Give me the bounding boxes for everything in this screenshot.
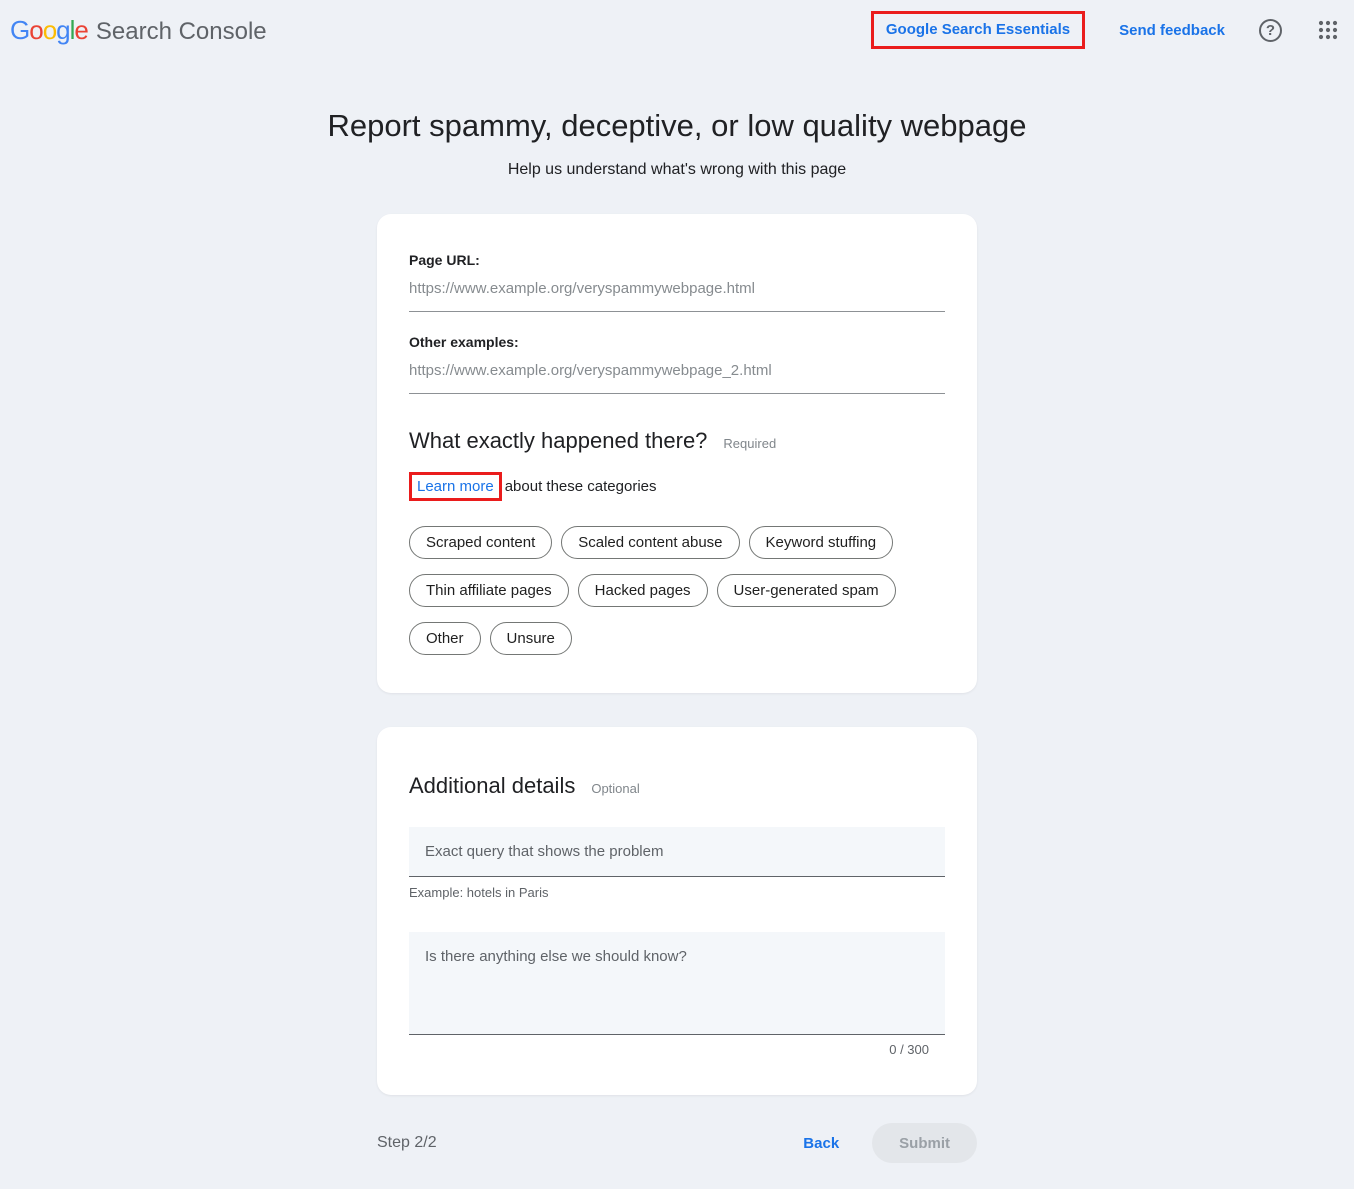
optional-note: Optional: [591, 781, 640, 796]
details-heading: Additional details: [409, 773, 576, 798]
other-examples-field-group: [409, 334, 945, 394]
learn-more-link[interactable]: Learn more: [417, 478, 494, 495]
chip-user-generated-spam[interactable]: User-generated spam: [717, 574, 896, 607]
logo-letter: l: [69, 14, 75, 45]
chip-keyword-stuffing[interactable]: Keyword stuffing: [749, 526, 894, 559]
help-icon[interactable]: ?: [1259, 19, 1282, 42]
search-console-logo[interactable]: [10, 15, 267, 46]
chip-scraped-content[interactable]: Scraped content: [409, 526, 552, 559]
page-title: Report spammy, deceptive, or low quality webpage: [327, 108, 1027, 143]
query-helper-text: Example: hotels in Paris: [409, 885, 549, 900]
logo-letter: o: [42, 14, 57, 45]
apps-grid-icon[interactable]: [1316, 18, 1340, 42]
page-url-label: Page URL:: [409, 252, 480, 268]
product-name: Search Console: [95, 17, 267, 45]
google-logo: [10, 15, 88, 46]
chip-other[interactable]: Other: [409, 622, 481, 655]
logo-letter: G: [10, 14, 30, 45]
page-url-input[interactable]: [409, 276, 945, 312]
other-examples-input[interactable]: [409, 358, 945, 394]
google-search-essentials-link[interactable]: Google Search Essentials: [885, 21, 1071, 38]
report-card: [377, 214, 977, 693]
question-heading: What exactly happened there?: [409, 428, 708, 453]
learn-more-line: [409, 472, 945, 501]
additional-details-card: [377, 727, 977, 1095]
character-counter: 0 / 300: [889, 1042, 929, 1057]
back-button[interactable]: Back: [803, 1134, 840, 1152]
details-heading-row: [409, 773, 945, 799]
logo-letter: e: [74, 14, 88, 45]
header-actions: [871, 11, 1340, 49]
chip-scaled-content-abuse[interactable]: Scaled content abuse: [561, 526, 739, 559]
app-header: [0, 0, 1354, 60]
chip-thin-affiliate-pages[interactable]: Thin affiliate pages: [409, 574, 569, 607]
annotation-rectangle: [871, 11, 1085, 49]
chip-unsure[interactable]: Unsure: [490, 622, 572, 655]
page-subtitle: Help us understand what's wrong with this page: [507, 161, 847, 178]
question-heading-row: [409, 428, 945, 454]
category-chips: [409, 526, 945, 655]
page-hero: [0, 108, 1354, 179]
wizard-footer: [377, 1123, 977, 1163]
submit-button[interactable]: Submit: [872, 1123, 977, 1163]
other-examples-label: Other examples:: [409, 334, 519, 350]
anything-else-textarea[interactable]: [409, 932, 945, 1035]
chip-hacked-pages[interactable]: Hacked pages: [578, 574, 708, 607]
logo-letter: o: [29, 14, 43, 45]
learn-more-suffix: about these categories: [504, 478, 657, 495]
exact-query-input[interactable]: [409, 827, 945, 877]
page-url-field-group: [409, 252, 945, 312]
required-note: Required: [723, 436, 777, 451]
logo-letter: g: [56, 14, 70, 45]
annotation-rectangle: [409, 472, 502, 501]
step-indicator: Step 2/2: [377, 1134, 437, 1151]
send-feedback-link[interactable]: Send feedback: [1119, 21, 1225, 39]
